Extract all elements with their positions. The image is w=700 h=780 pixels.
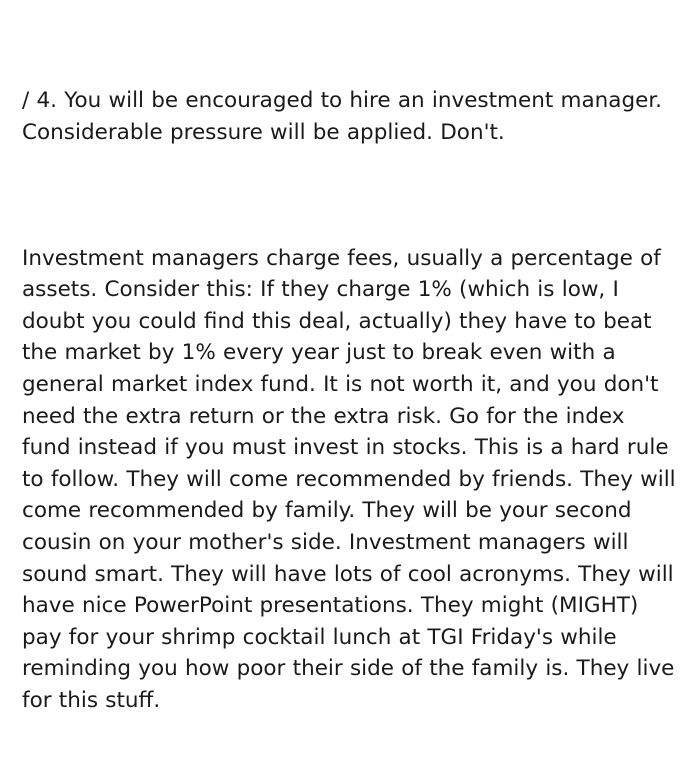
document-text-body <box>22 22 683 780</box>
paragraph-1: / 4. You will be encouraged to hire an investment manager. Considerable pressure will be applied. Don't. <box>22 88 670 145</box>
paragraph-2: Investment managers charge fees, usually a percentage of assets. Consider this: If they charge 1% (which is low, I doubt you could find this deal, actually) they have to beat the market by 1% every year just to break even with a general market index fund. It is not worth it, and you don't need the extra return or the extra risk. Go for the index fund instead if you must invest in stocks. This is a hard rule to follow. They will come recommended by friends. They will come recommended by family. They will be your second cousin on your mother's side. Investment managers will sound smart. They will have lots of cool acronyms. They will have nice PowerPoint presentations. They might (MIGHT) pay for your shrimp cocktail lunch at TGI Friday's while reminding you how poor their side of the family is. They live for this stuff. <box>22 245 683 713</box>
